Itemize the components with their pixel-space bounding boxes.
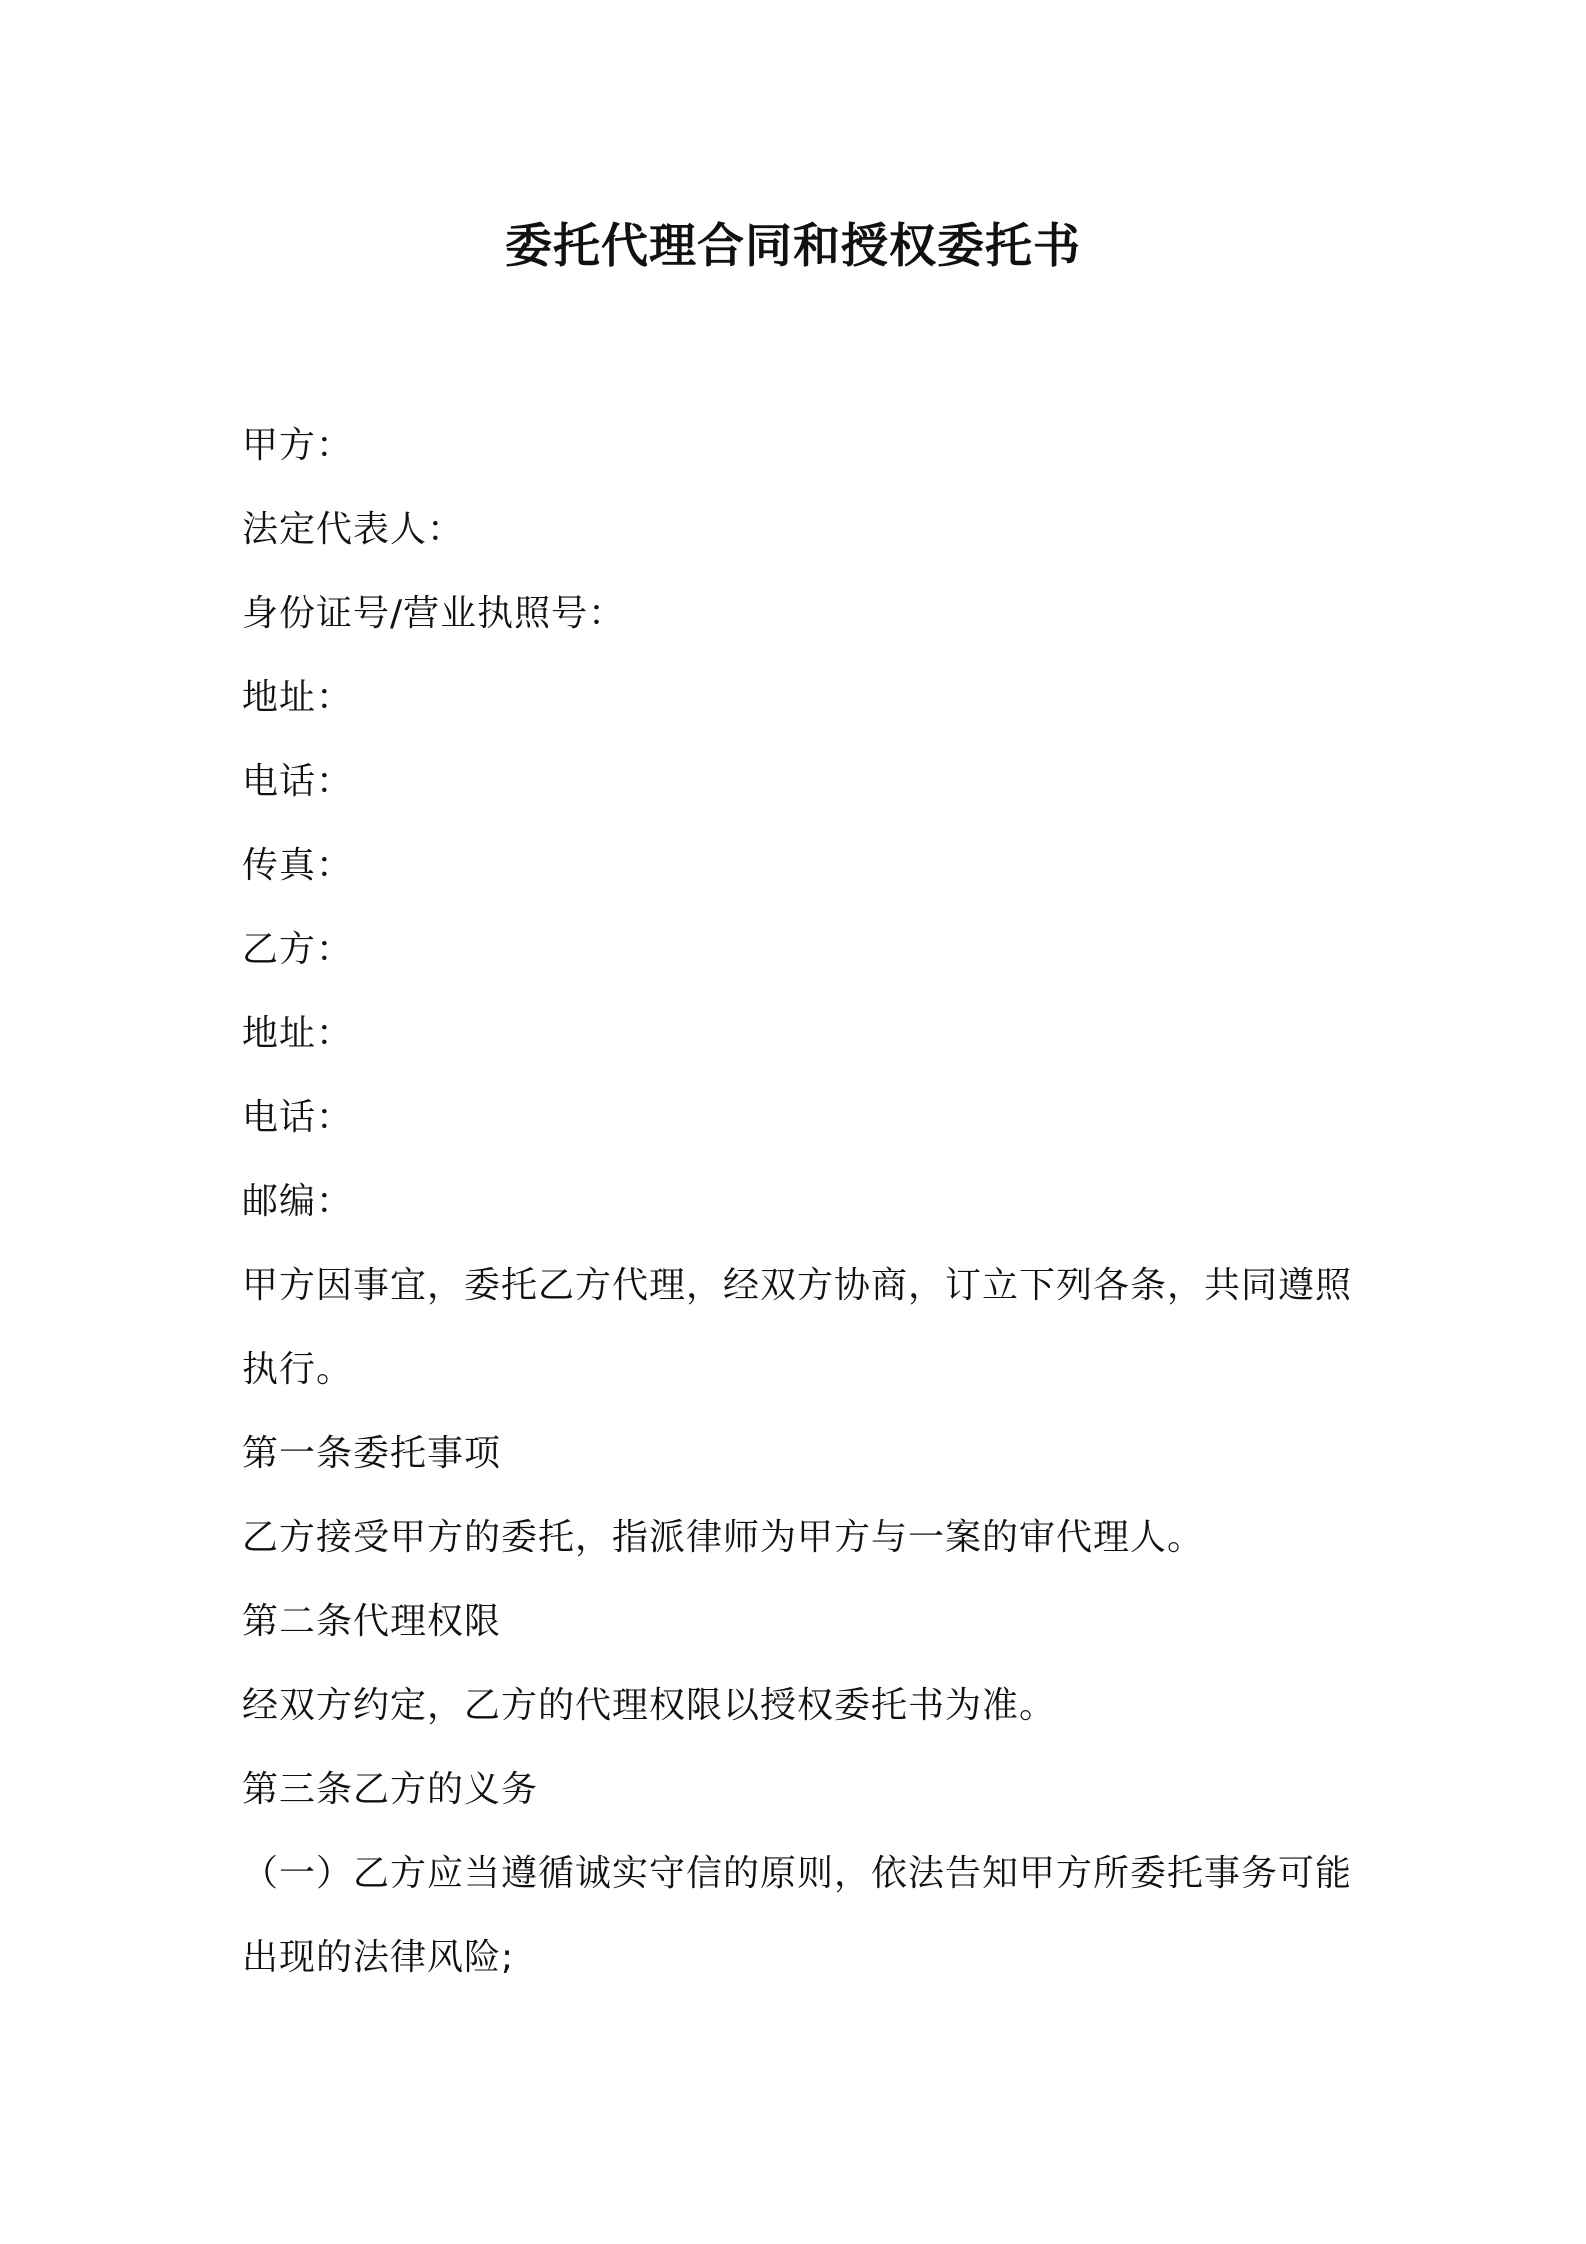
field-party-a-fax: 传真： [242,845,354,886]
field-party-b-phone: 电话： [242,1097,354,1138]
article-3-heading: 第三条乙方的义务 [242,1769,539,1810]
preamble-line-1: 甲方因事宜，委托乙方代理，经双方协商，订立下列各条，共同遵照 [242,1265,1353,1306]
document-title: 委托代理合同和授权委托书 [505,219,1081,274]
article-3-clause-1-line-2: 出现的法律风险; [242,1937,515,1978]
field-party-a-phone: 电话： [242,761,354,802]
preamble-line-2: 执行。 [242,1349,354,1390]
field-party-a: 甲方： [242,425,354,466]
article-2-heading: 第二条代理权限 [242,1601,502,1642]
field-id-license-number: 身份证号/营业执照号： [242,593,626,634]
field-party-b: 乙方： [242,929,354,970]
document-body [242,404,1362,2000]
article-1-text: 乙方接受甲方的委托，指派律师为甲方与一案的审代理人。 [242,1517,1205,1558]
article-1-heading: 第一条委托事项 [242,1433,502,1474]
field-party-b-address: 地址： [242,1013,354,1054]
field-party-a-address: 地址： [242,677,354,718]
field-legal-representative: 法定代表人： [242,509,465,550]
article-2-text: 经双方约定，乙方的代理权限以授权委托书为准。 [242,1685,1057,1726]
article-3-clause-1-line-1: （一）乙方应当遵循诚实守信的原则，依法告知甲方所委托事务可能 [242,1853,1353,1894]
field-party-b-postcode: 邮编： [242,1181,354,1222]
